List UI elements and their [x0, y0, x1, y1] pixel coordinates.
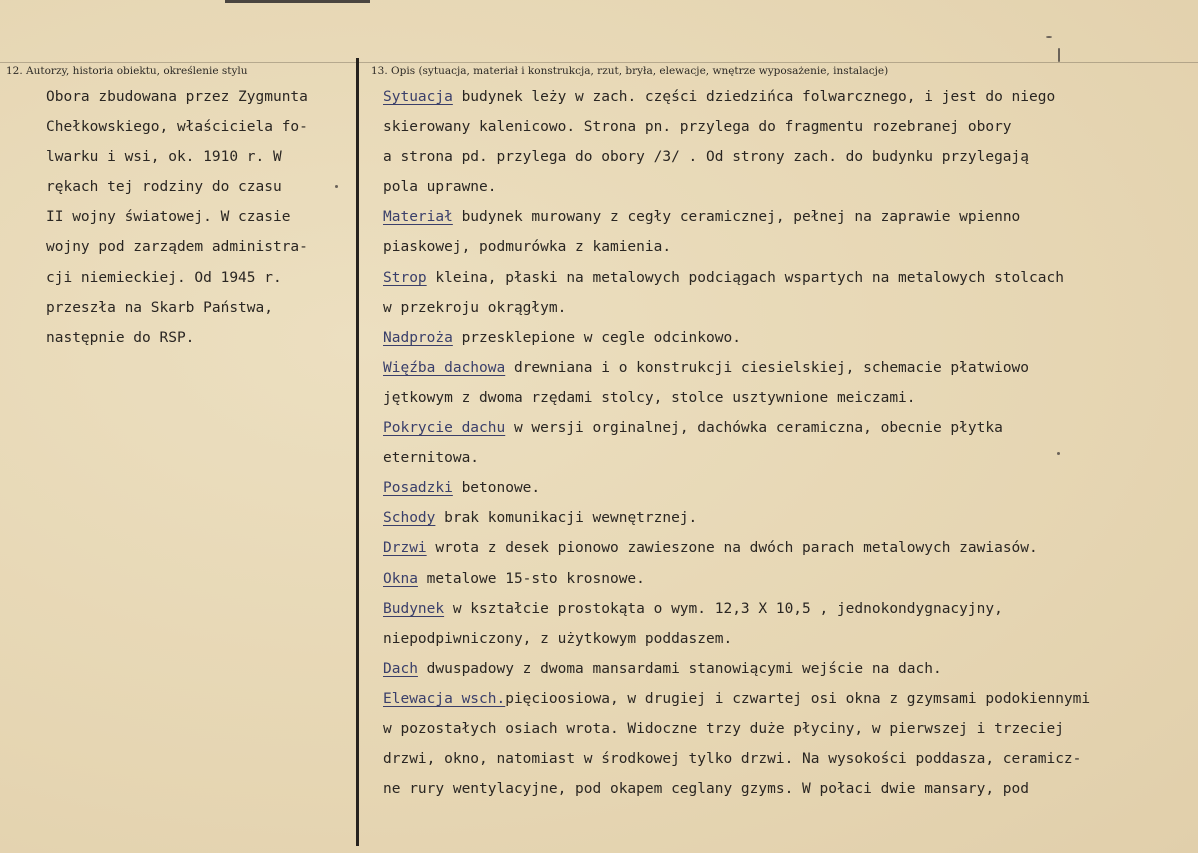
description-text: pola uprawne.: [383, 179, 497, 196]
description-line: [383, 232, 1195, 262]
description-line: [383, 293, 1195, 323]
description-line: [383, 714, 1195, 744]
section-13-body: [383, 82, 1195, 804]
description-text: przesklepione w cegle odcinkowo.: [452, 329, 741, 346]
paper-speck: [1046, 36, 1052, 38]
description-text: piaskowej, podmurówka z kamienia.: [383, 239, 672, 256]
description-term: Sytuacja: [383, 89, 453, 105]
description-text: budynek leży w zach. części dziedzińca folwarcznego, i jest do niego: [452, 89, 1056, 105]
history-line: Obora zbudowana przez Zygmunta: [46, 89, 308, 105]
description-term: Materiał: [383, 209, 453, 226]
description-term: Elewacja wsch.: [383, 690, 506, 707]
history-line: Chełkowskiego, właściciela fo-: [46, 119, 308, 136]
description-text: drzwi, okno, natomiast w środkowej tylko drzwi. Na wysokości poddasza, ceramicz-: [383, 751, 1082, 768]
description-term: Drzwi: [383, 540, 427, 557]
description-line: [383, 594, 1195, 624]
description-text: jętkowym z dwoma rzędami stolcy, stolce usztywnione meiczami.: [383, 389, 916, 406]
description-line: [383, 142, 1195, 172]
description-line: [383, 383, 1195, 413]
description-line: [383, 323, 1195, 353]
description-text: dwuspadowy z dwoma mansardami stanowiącymi wejście na dach.: [417, 660, 942, 677]
description-text: pięcioosiowa, w drugiej i czwartej osi okna z gzymsami podokiennymi: [505, 690, 1091, 707]
description-text: budynek murowany z cegły ceramicznej, pełnej na zaprawie wpienno: [452, 209, 1021, 226]
description-term: Budynek: [383, 600, 445, 617]
description-term: Więźba dachowa: [383, 359, 506, 376]
description-text: w przekroju okrągłym.: [383, 299, 567, 316]
description-term: Nadproża: [383, 329, 453, 346]
description-text: ne rury wentylacyjne, pod okapem ceglany gzyms. W połaci dwie mansary, pod: [383, 781, 1030, 798]
column-divider: [356, 58, 359, 846]
description-line: [383, 654, 1195, 684]
description-line: [383, 564, 1195, 594]
history-line: cji niemieckiej. Od 1945 r.: [46, 269, 282, 286]
description-text: brak komunikacji wewnętrznej.: [435, 510, 698, 527]
history-line: wojny pod zarządem administra-: [46, 239, 308, 256]
description-text: drewniana i o konstrukcji ciesielskiej, schemacie płatwiowo: [505, 359, 1030, 376]
description-text: niepodpiwniczony, z użytkowym poddaszem.: [383, 630, 733, 647]
description-text: metalowe 15-sto krosnowe.: [417, 570, 645, 587]
header-rule: [0, 62, 1198, 63]
description-line: [383, 172, 1195, 202]
description-line: [383, 533, 1195, 563]
description-line: [383, 473, 1195, 503]
description-line: [383, 202, 1195, 232]
description-text: a strona pd. przylega do obory /3/ . Od strony zach. do budynku przylegają: [383, 149, 1030, 166]
paper-speck: [1057, 452, 1060, 455]
section-12-header: 12. Autorzy, historia obiektu, określenie stylu: [6, 65, 248, 77]
description-term: Strop: [383, 269, 427, 286]
description-text: w kształcie prostokąta o wym. 12,3 X 10,5 , jednokondygnacyjny,: [444, 600, 1003, 617]
description-line: [383, 263, 1195, 293]
history-line: II wojny światowej. W czasie: [46, 209, 291, 226]
description-text: skierowany kalenicowo. Strona pn. przylega do fragmentu rozebranej obory: [383, 119, 1012, 136]
description-line: [383, 443, 1195, 473]
description-line: [383, 112, 1195, 142]
description-line: [383, 353, 1195, 383]
section-13-header: 13. Opis (sytuacja, materiał i konstrukcja, rzut, bryła, elewacje, wnętrze wyposażenie, instalacje): [371, 65, 889, 77]
description-line: [383, 744, 1195, 774]
history-line: następnie do RSP.: [46, 329, 195, 346]
description-text: w wersji orginalnej, dachówka ceramiczna, obecnie płytka: [505, 420, 1003, 437]
description-text: w pozostałych osiach wrota. Widoczne trzy duże płyciny, w pierwszej i trzeciej: [383, 720, 1064, 737]
description-text: betonowe.: [452, 480, 541, 497]
description-line: [383, 82, 1195, 112]
description-text: eternitowa.: [383, 450, 480, 467]
description-text: kleina, płaski na metalowych podciągach wspartych na metalowych stolcach: [426, 269, 1064, 286]
description-line: [383, 624, 1195, 654]
description-line: [383, 503, 1195, 533]
history-line: rękach tej rodziny do czasu: [46, 179, 282, 196]
top-edge-rule: [225, 0, 370, 3]
description-term: Dach: [383, 660, 418, 677]
description-line: [383, 684, 1195, 714]
description-term: Schody: [383, 510, 436, 527]
description-term: Okna: [383, 570, 418, 587]
paper-speck: [335, 185, 338, 188]
description-line: [383, 413, 1195, 443]
history-line: przeszła na Skarb Państwa,: [46, 299, 273, 316]
description-line: [383, 774, 1195, 804]
history-line: lwarku i wsi, ok. 1910 r. W: [46, 149, 282, 166]
paper-speck: [1058, 48, 1060, 62]
description-term: Pokrycie dachu: [383, 420, 506, 437]
section-12-body: [46, 82, 351, 353]
description-term: Posadzki: [383, 480, 453, 497]
description-text: wrota z desek pionowo zawieszone na dwóch parach metalowych zawiasów.: [426, 540, 1038, 557]
